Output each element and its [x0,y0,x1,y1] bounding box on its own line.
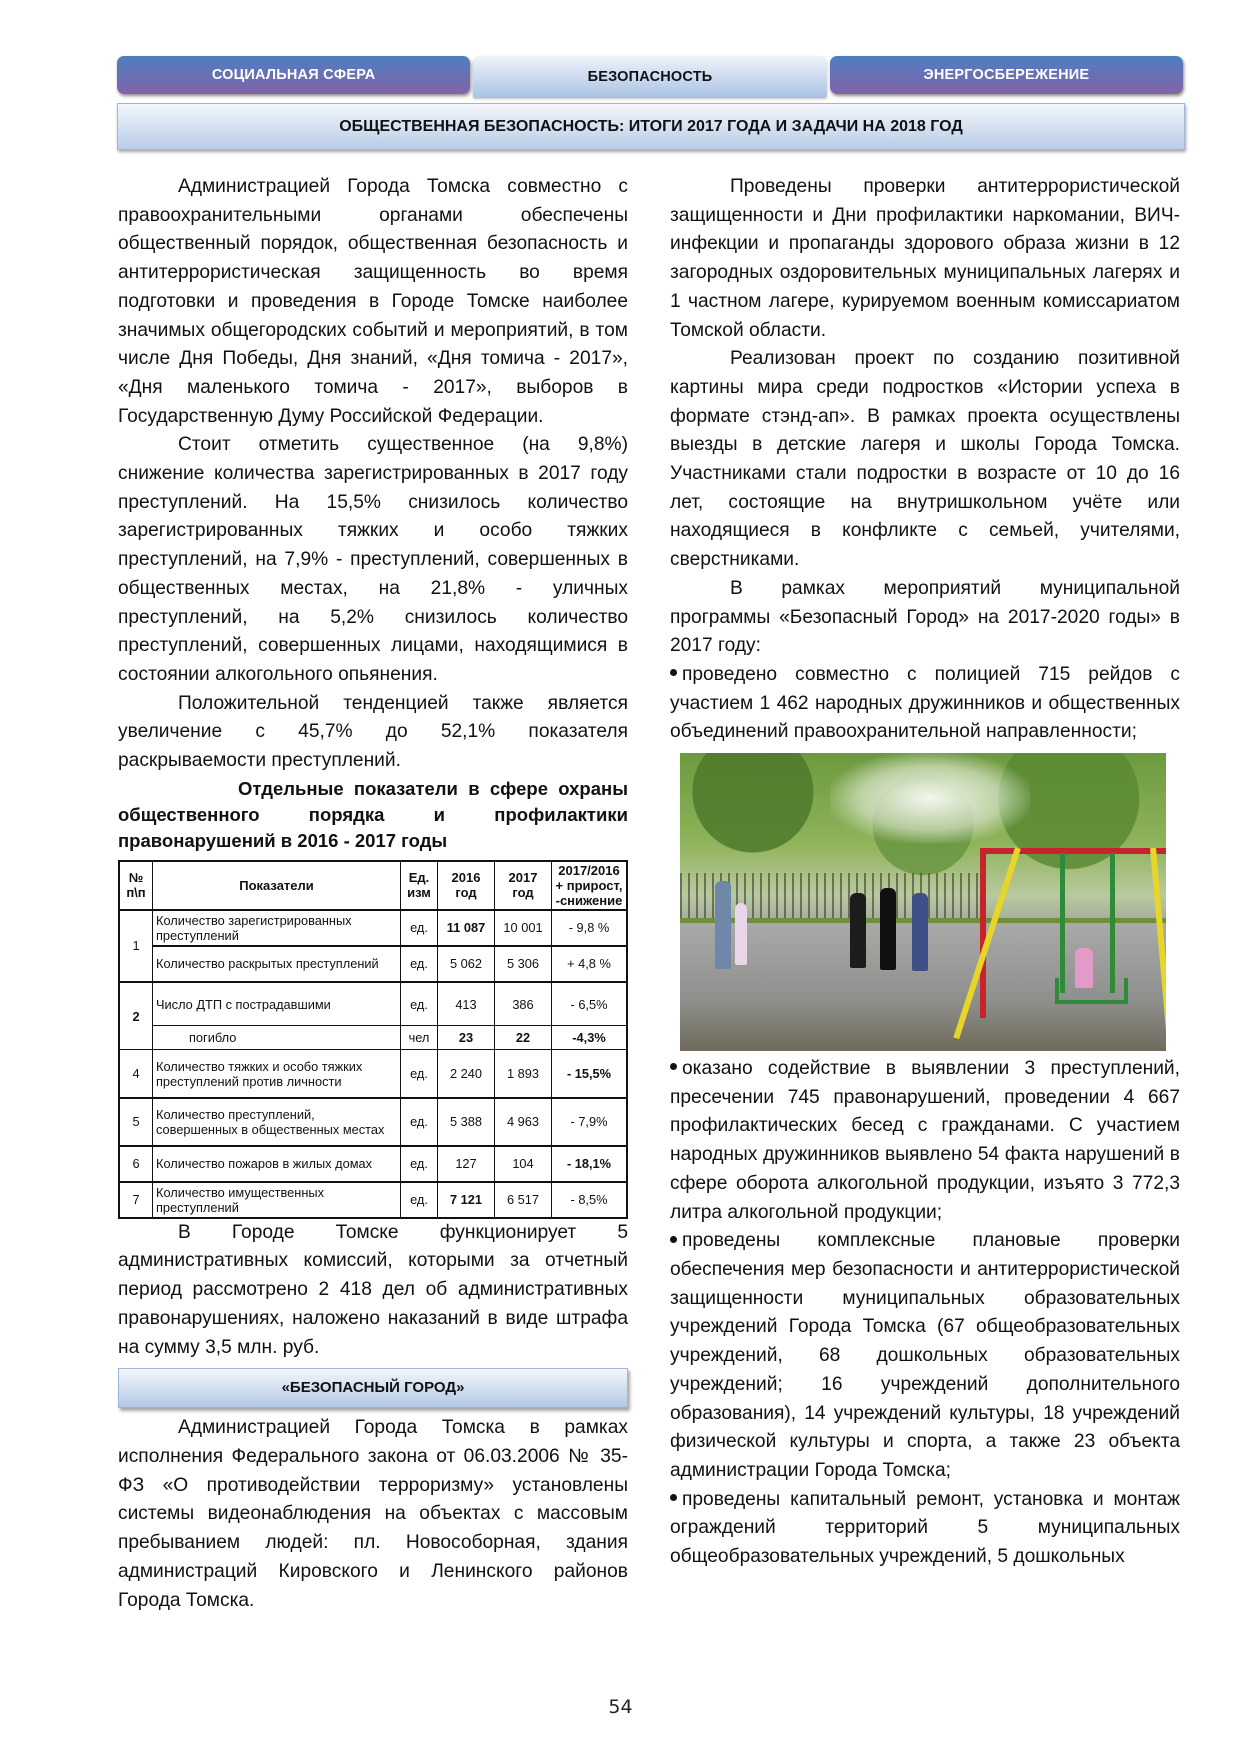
bullet-icon [670,1236,677,1243]
table-row [119,910,627,946]
table-caption [118,776,628,854]
cell-2017: 5 306 [495,946,552,982]
photo-person [715,881,731,969]
bullet-text: проведено совместно с полицией 715 рейдов с участием 1 462 народных дружинников и общественных объединений правоохранительной направленности; [670,663,1180,743]
cell-2016: 5 388 [438,1098,495,1146]
cell-2016: 127 [438,1146,495,1182]
photo-person [880,888,896,970]
col-header-2017: 2017 год [495,861,552,910]
indicators-table [118,860,628,1219]
photo-person [912,893,928,971]
cell-change: - 6,5% [552,982,628,1026]
cell-change: - 18,1% [552,1146,628,1182]
cell-2017: 104 [495,1146,552,1182]
table-row [119,1182,627,1218]
cell-unit: ед. [401,1146,438,1182]
paragraph: Стоит отметить существенное (на 9,8%) снижение количества зарегистрированных в 2017 году преступлений. На 15,5% снизилось количество зарегистрированных тяжких и особо тяжких преступлений, на 7,9% - преступлений, совершенных в общественных местах, на 21,8% - уличных преступлений, на 5,2% снизилось количество преступлений, совершенных лицами, находящимися в состоянии алкогольного опьянения. [118,434,628,685]
cell-num: 6 [119,1146,153,1182]
cell-unit: ед. [401,946,438,982]
cell-change: + 4,8 % [552,946,628,982]
paragraph: Администрацией Города Томска совместно с правоохранительными органами обеспечены общественный порядок, общественная безопасность и антитеррористическая защищенность во время подготовки и проведения в Городе Томске наиболее значимых общегородских событий и мероприятий, в том числе Дня Победы, Дня знаний, «Дня томича - 2017», «Дня маленького томича - 2017», выборов в Государственную Думу Российской Федерации. [118,176,628,427]
cell-num: 5 [119,1098,153,1146]
cell-2017: 22 [495,1026,552,1050]
cell-indicator: Количество пожаров в жилых домах [153,1146,401,1182]
paragraph: Положительной тенденцией также является увеличение с 45,7% до 52,1% показателя раскрываемости преступлений. [118,692,628,772]
photo-swing-chain [1110,853,1115,993]
tab-security[interactable]: БЕЗОПАСНОСТЬ [473,56,826,98]
cell-indicator: Число ДТП с пострадавшими [153,982,401,1026]
bullet-icon [670,669,677,676]
cell-num: 1 [119,910,153,982]
tab-energy-saving[interactable]: ЭНЕРГОСБЕРЕЖЕНИЕ [830,56,1183,94]
cell-2017: 386 [495,982,552,1026]
cell-2016: 2 240 [438,1050,495,1098]
cell-indicator: Количество преступлений, совершенных в общественных местах [153,1098,401,1146]
paragraph: В рамках мероприятий муниципальной программы «Безопасный Город» на 2017-2020 годы» в 2017 году: [670,577,1180,657]
bullet-text: проведены комплексные плановые проверки обеспечения мер безопасности и антитеррористической защищенности муниципальных образовательных учреждений Города Томска (67 общеобразовательных учреждений, 68 дошкольных образовательных учреждений; 16 учреждений дополнительного образования), 14 учреждений культуры, 18 учреждений физической культуры и спорта, а также 23 объекта администрации Города Томска; [670,1230,1180,1481]
paragraph: В Городе Томске функционирует 5 административных комиссий, которыми за отчетный период рассмотрено 2 418 дел об административных правонарушениях, наложено наказаний в виде штрафа на сумму 3,5 млн. руб. [118,1221,628,1358]
cell-indicator: Количество зарегистрированных преступлений [153,910,401,946]
cell-change: - 8,5% [552,1182,628,1218]
cell-2016: 7 121 [438,1182,495,1218]
table-row [119,1050,627,1098]
col-header-unit: Ед. изм [401,861,438,910]
cell-2017: 4 963 [495,1098,552,1146]
paragraph: Администрацией Города Томска в рамках исполнения Федерального закона от 06.03.2006 № 35-ФЗ «О противодействии терроризму» установлены системы видеонаблюдения на объектах с массовым пребыванием людей: пл. Новособорная, здания администраций Кировского и Ленинского районов Города Томска. [118,1417,628,1611]
cell-change: -4,3% [552,1026,628,1050]
col-header-indicator: Показатели [153,861,401,910]
cell-indicator: Количество раскрытых преступлений [153,946,401,982]
cell-change: - 15,5% [552,1050,628,1098]
bullet-text: оказано содействие в выявлении 3 преступлений, пресечении 745 правонарушений, проведении 4 667 профилактических бесед с гражданами. С участием народных дружинников выявлено 54 факта нарушений в сфере оборота алкогольной продукции, изъято 3 772,3 литра алкогольной продукции; [670,1058,1180,1223]
table-header-row [119,861,627,910]
photo-swing-chain [1060,853,1065,993]
cell-change: - 7,9% [552,1098,628,1146]
col-header-num: № п\п [119,861,153,910]
photo-swing-frame [980,848,1166,854]
table-caption-text: Отдельные показатели в сфере охраны общественного порядка и профилактики правонарушений в 2016 - 2017 годы [118,777,628,851]
table-row [119,946,627,982]
cell-2016: 5 062 [438,946,495,982]
cell-change: - 9,8 % [552,910,628,946]
cell-unit: ед. [401,910,438,946]
cell-num: 7 [119,1182,153,1218]
bullet-item [670,1227,1180,1485]
photo-person [850,893,866,968]
photo-sky [830,753,1030,843]
table-row [119,1146,627,1182]
cell-2016: 11 087 [438,910,495,946]
paragraph: Проведены проверки антитеррористической защищенности и Дни профилактики наркомании, ВИЧ-инфекции и пропаганды здорового образа жизни в 12 загородных оздоровительных муниципальных лагерях и 1 частном лагере, курируемом военным комиссариатом Томской области. [670,176,1180,341]
park-patrol-photo [680,753,1166,1051]
cell-2017: 6 517 [495,1182,552,1218]
section-heading-safe-city: «БЕЗОПАСНЫЙ ГОРОД» [118,1368,628,1408]
bullet-item [670,661,1180,747]
col-header-change: 2017/2016 + прирост, -снижение [552,861,628,910]
bullet-item [670,1486,1180,1572]
tab-social-sphere[interactable]: СОЦИАЛЬНАЯ СФЕРА [117,56,470,94]
cell-unit: ед. [401,982,438,1026]
cell-unit: ед. [401,1050,438,1098]
left-column [118,173,628,1615]
photo-swing-post [980,848,986,1018]
bullet-item [670,1055,1180,1227]
bullet-text: проведены капитальный ремонт, установка и монтаж ограждений территорий 5 муниципальных общеобразовательных учреждений, 5 дошкольных [670,1488,1180,1568]
cell-2017: 1 893 [495,1050,552,1098]
bullet-icon [670,1063,677,1070]
cell-indicator: Количество имущественных преступлений [153,1182,401,1218]
cell-2016: 23 [438,1026,495,1050]
right-column [670,173,1180,1572]
page-title: ОБЩЕСТВЕННАЯ БЕЗОПАСНОСТЬ: ИТОГИ 2017 ГОДА И ЗАДАЧИ НА 2018 ГОД [117,103,1185,150]
cell-num: 4 [119,1050,153,1098]
photo-child [735,903,747,965]
cell-unit: ед. [401,1182,438,1218]
table-row [119,1098,627,1146]
cell-indicator: погибло [153,1026,401,1050]
cell-2017: 10 001 [495,910,552,946]
section-tabs [117,56,1183,96]
cell-unit: чел [401,1026,438,1050]
col-header-2016: 2016 год [438,861,495,910]
cell-num: 2 [119,982,153,1050]
table-row [119,1026,627,1050]
bullet-icon [670,1494,677,1501]
photo-child-on-swing [1075,948,1093,988]
page-number: 54 [608,1696,633,1718]
table-row [119,982,627,1026]
cell-2016: 413 [438,982,495,1026]
cell-unit: ед. [401,1098,438,1146]
cell-indicator: Количество тяжких и особо тяжких преступлений против личности [153,1050,401,1098]
paragraph: Реализован проект по созданию позитивной картины мира среди подростков «Истории успеха в формате стэнд-ап». В рамках проекта осуществлены выезды в детские лагеря и школы Города Томска. Участниками стали подростки в возрасте от 10 до 16 лет, состоящие на внутришкольном учёте или находящиеся в конфликте с семьей, учителями, сверстниками. [670,348,1180,571]
